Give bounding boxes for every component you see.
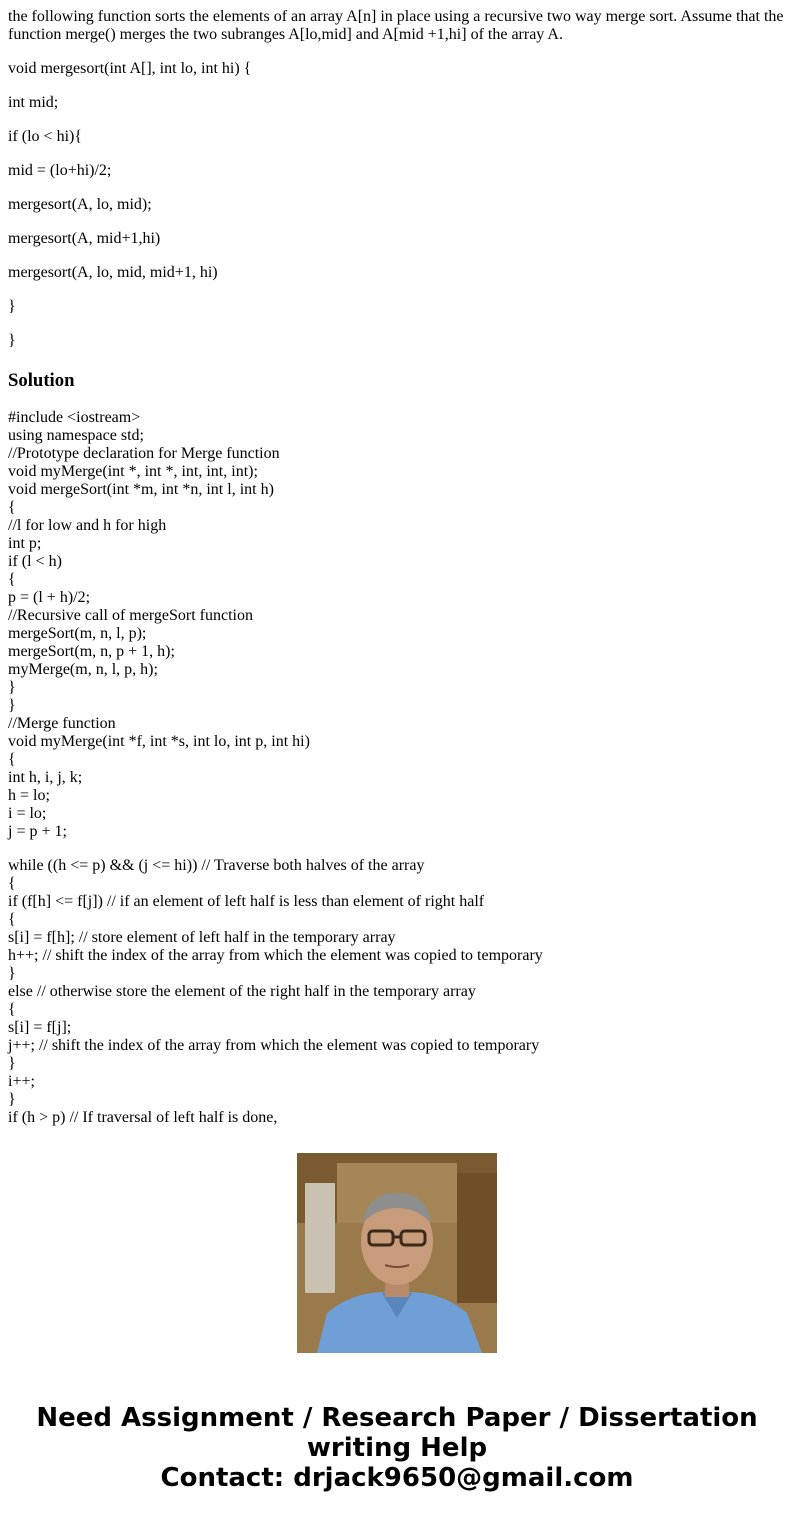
code-line: h = lo; (8, 787, 50, 804)
code-line: //l for low and h for high (8, 517, 167, 534)
question-code-line: int mid; (8, 94, 59, 111)
code-line: { (8, 911, 16, 928)
code-line: } (8, 697, 16, 714)
code-line: } (8, 965, 16, 982)
code-line: void myMerge(int *f, int *s, int lo, int p, int hi) (8, 733, 310, 750)
code-line: mergeSort(m, n, l, p); (8, 625, 147, 642)
code-line: //Merge function (8, 715, 116, 732)
code-line: } (8, 679, 16, 696)
question-code-line: mergesort(A, lo, mid); (8, 196, 152, 213)
question-code-line: mergesort(A, lo, mid, mid+1, hi) (8, 264, 218, 281)
code-line: #include <iostream> (8, 409, 141, 426)
code-line: //Prototype declaration for Merge function (8, 445, 280, 462)
code-line: { (8, 571, 16, 588)
code-line: mergeSort(m, n, p + 1, h); (8, 643, 175, 660)
code-line: void mergeSort(int *m, int *n, int l, int h) (8, 481, 274, 498)
code-line: if (h > p) // If traversal of left half is done, (8, 1109, 278, 1126)
code-line: while ((h <= p) && (j <= hi)) // Traverse both halves of the array (8, 857, 425, 874)
code-line: i++; (8, 1073, 35, 1090)
code-line: } (8, 1091, 16, 1108)
question-code-line: } (8, 298, 16, 315)
code-line: { (8, 1001, 16, 1018)
code-spacer (8, 841, 788, 857)
code-line: if (f[h] <= f[j]) // if an element of left half is less than element of right half (8, 893, 485, 910)
code-line: int p; (8, 535, 42, 552)
solution-heading: Solution (8, 370, 75, 391)
code-line: h++; // shift the index of the array from which the element was copied to temporary (8, 947, 543, 964)
code-line: myMerge(m, n, l, p, h); (8, 661, 158, 678)
question-code-line: mergesort(A, mid+1,hi) (8, 230, 161, 247)
promo-contact: Contact: drjack9650@gmail.com (160, 1463, 634, 1493)
solution-code (8, 409, 788, 1126)
code-line: { (8, 499, 16, 516)
solution-code-block-1 (8, 409, 788, 841)
code-line: s[i] = f[h]; // store element of left half in the temporary array (8, 929, 396, 946)
code-line: s[i] = f[j]; (8, 1019, 72, 1036)
promo-line-2: writing Help (306, 1433, 488, 1463)
question-code-line: mid = (lo+hi)/2; (8, 162, 112, 179)
code-line: } (8, 1055, 16, 1072)
code-line: { (8, 751, 16, 768)
solution-code-block-2 (8, 857, 788, 1127)
question-code-line: } (8, 332, 16, 349)
code-line: using namespace std; (8, 427, 144, 444)
question-code-line: void mergesort(int A[], int lo, int hi) { (8, 60, 252, 77)
code-line: j++; // shift the index of the array from which the element was copied to temporary (8, 1037, 540, 1054)
code-line: { (8, 875, 16, 892)
author-avatar (297, 1153, 497, 1353)
promo-line-1: Need Assignment / Research Paper / Dissertation (36, 1403, 758, 1433)
promo-footer (0, 1403, 794, 1493)
code-line: void myMerge(int *, int *, int, int, int); (8, 463, 258, 480)
question-intro: the following function sorts the elements of an array A[n] in place using a recursive two way merge sort. Assume that the function merge() merges the two subranges A[lo,mid] and A[mid +1,hi] of the array A. (8, 8, 784, 43)
code-line: j = p + 1; (8, 823, 67, 840)
question-code-line: if (lo < hi){ (8, 128, 83, 145)
code-line: i = lo; (8, 805, 47, 822)
document-body (8, 0, 788, 1126)
code-line: int h, i, j, k; (8, 769, 83, 786)
code-line: else // otherwise store the element of the right half in the temporary array (8, 983, 476, 1000)
question-section (8, 8, 788, 350)
author-photo (297, 1153, 497, 1353)
code-line: p = (l + h)/2; (8, 589, 91, 606)
code-line: if (l < h) (8, 553, 62, 570)
code-line: //Recursive call of mergeSort function (8, 607, 253, 624)
